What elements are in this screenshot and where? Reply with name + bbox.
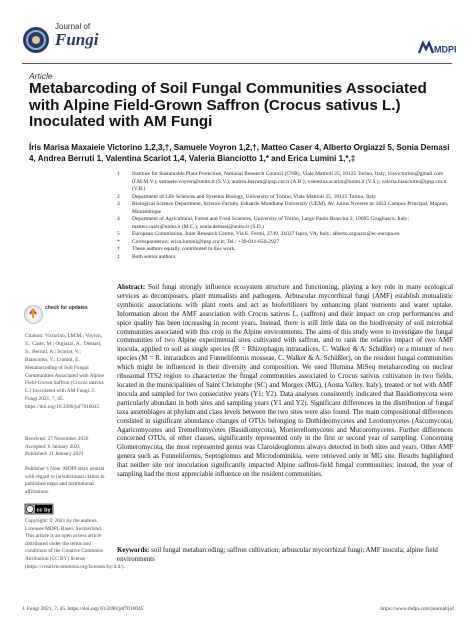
affiliation-item — [117, 231, 455, 239]
affiliation-item — [117, 216, 455, 231]
dates-block — [25, 436, 110, 459]
cc-badge-text: cc by — [36, 507, 51, 514]
affiliation-item — [117, 171, 455, 194]
footer-citation[interactable]: J. Fungi 2021, 7, 45. https://doi.org/10.3390/jof7010045 — [22, 606, 144, 612]
affiliation-item — [117, 239, 455, 247]
publisher-note: Publisher’s Note: MDPI stays neutral with regard to jurisdictional claims in published maps and institutional affiliations. — [25, 466, 105, 495]
affiliation-item — [117, 254, 455, 262]
abstract-label: Abstract: — [117, 283, 146, 291]
journal-name: Fungi — [55, 30, 99, 49]
citation-block: Citation: Victorino, Í.M.M.; Voyron, S.; Caser, M.; Orgiazzi, A.; Demasi, S.; Berruti, A.; Scariot, V.; Bianciotto, V.; Lumini, E. Metabarcoding of Soil Fungal Communities Associated with Alpine Field-Grown Saffron (Crocus sativus L.) Inoculated with AM Fungi. J. Fungi 2021, 7, 45. https://doi.org/10.3390/jof7010045 — [25, 333, 105, 411]
affiliation-text: Correspondence: erica.lumini@ipsp.cnr.it; Tel.: +39-011-650-2927 — [132, 238, 280, 245]
journal-of-label: Journal of — [55, 22, 91, 31]
page-footer — [22, 606, 454, 612]
abstract-text: Soil fungi strongly influence ecosystem structure and functioning, playing a key role in many ecological services as decomposers, plant mutualists and pathogens. Arbuscular mycorrhizal fungi (AMF) establish mutualistic symbiotic associations with plant roots and act as biofertilizers by enhancing plant nutrients and water uptake. Information about the AMF association with Crocus sativus L. (saffron) and their impact on crop performances and spice quality has been increasing in recent years. Instead, there is still little data on the biodiversity of soil microbial communities associated with this crop in the Alpine environments. The aims of this study were to investigate the fungal communities of two Alpine experimental sites cultivated with saffron, and to rank the relative impact of two AMF inocula, applied to soil as single species (R = Rhizophagus intraradices, C. Walker & A. Schüßler) or a mixture of two species (M = R. intraradices and Funneliformis mosseae, C. Walker & A. Schüßler), on the resident fungal communities which might be influenced in their diversity and composition. We used Illumina MiSeq metabarcoding on nuclear ribosomal ITS2 region to characterize the fungal communities associated to Crocus sativus cultivation in two fields, located in the municipalities of Saint Christophe (SC) and Morgex (MG), (Aosta Valley, Italy), treated or not with AMF inocula and sampled for two consecutive years (Y1; Y2). Data analyses consistently indicated that Basidiomycota were particularly abundant in both sites and sampling years (Y1 and Y2). Significant differences in the distribution of fungal taxa assemblages at phylum and class levels between the two sites were also found. The main compositional differences consisted in significant abundance changes of OTUs belonging to Dothideomycetes and Leotiomycetes (Ascomycota), Agaricomycetes and Tremellomycetes (Basidiomycota), Mortierellomycetes and Mucoromycetes. Further differences concerned OTUs, of other classes, significantly represented only in the first or second year of sampling. Concerning Glomeromycota, the most represented genus was Claroideoglomus always detected in both sites and years. Other AMF genera such as Funneliformis, Septoglomus and Microdominikia, were retrieved only in MG site. Results highlighted that neither site nor inoculation significantly impacted Alpine saffron-field fungal communities; instead, the year of sampling had the most appreciable influence on the resident communities. — [117, 283, 453, 479]
accepted-date: Accepted: 6 January 2021 — [25, 443, 81, 450]
article-title: Metabarcoding of Soil Fungal Communities Associated with Alpine Field-Grown Saffron (Crocus sativus L.) Inoculated with AM Fungi — [29, 80, 427, 130]
affiliation-text: Biological Science Department, Science Faculty, Eduardo Mondlane University (UEM), Av. Julius Nyerere nr 3453 Campus Principal, Maputo, Mozambique — [132, 201, 449, 215]
affiliation-item — [117, 246, 455, 254]
article-type: Article — [29, 71, 53, 81]
received-date: Received: 27 November 2020 — [25, 436, 89, 442]
check-for-updates-label[interactable]: check for updates — [45, 305, 88, 311]
affiliation-number: ‡ — [117, 254, 120, 261]
copyright-block: Copyright: © 2021 by the authors. Licensee MDPI, Basel, Switzerland. This article is an open access article distributed under the terms and conditions of the Creative Commons Attribution (CC BY) license (https://creativecommons.org/licenses/by/4.0/). — [25, 518, 125, 570]
affiliation-number: 3 — [117, 201, 120, 208]
published-date: Published: 11 January 2021 — [25, 451, 84, 457]
mdpi-logo-text: MDPI — [434, 44, 457, 55]
mdpi-logo[interactable] — [417, 40, 457, 56]
check-for-updates-icon[interactable] — [24, 305, 43, 324]
affiliation-text: Institute for Sustainable Plant Protection, National Research Council (CNR), Viale Mattioli 25, 10125 Torino, Italy; irisvictorino@gmail.com (Í.M.M.V.); samuele.voyron@unito.it (S.V.); andrea.berruti@ipsp.cnr.it (A.B.); valentina.scariot@unito.it (V.S.); valeria.bianciotto@ipsp.cnr.it (V.B.) — [132, 171, 447, 193]
affiliation-text: European Commission, Joint Research Centre, Via E. Fermi, 2749, 21027 Ispra, VA, Italy; alberto.orgiazzi@ec.europa.eu — [132, 231, 400, 238]
header-divider — [22, 63, 452, 64]
affiliation-text: Both senior authors. — [132, 254, 177, 261]
affiliations — [117, 171, 455, 262]
affiliation-number: 2 — [117, 193, 120, 200]
keywords-text: soil fungal metabarcoding; saffron cultivation; arbuscular mycorrhizal fungi; AMF inocula; alpine field environments — [117, 546, 438, 563]
affiliation-number: 1 — [117, 171, 120, 177]
affiliation-item — [117, 201, 455, 216]
affiliation-number: 4 — [117, 216, 120, 223]
affiliation-text: Department of Life Sciences and Systems Biology, University of Torino, Viale Mattioli 25, 10125 Torino, Italy — [132, 193, 377, 200]
journal-logo-icon — [22, 26, 50, 54]
affiliation-number: 5 — [117, 231, 120, 238]
footer-journal-url[interactable]: https://www.mdpi.com/journal/jof — [380, 606, 454, 612]
keywords-label: Keywords: — [117, 546, 150, 554]
cc-by-license-icon[interactable] — [25, 504, 53, 514]
affiliation-text: Department of Agricultural, Forest and Food Sciences, University of Torino, Largo Paolo Braccini 2, 10095 Grugliasco, Italy; matteo.caser@unito.it (M.C.); sonia.demasi@unito.it (S.D.) — [132, 216, 409, 230]
author-list: Íris Marisa Maxaieie Victorino 1,2,3,†, Samuele Voyron 1,2,†, Matteo Caser 4, Alberto Orgiazzi 5, Sonia Demasi 4, Andrea Berruti 1, Valentina Scariot 1,4, Valeria Bianciotto 1,* and Erica Lumini 1,*,‡ — [29, 143, 450, 163]
affiliation-number: * — [117, 238, 120, 245]
abstract — [117, 283, 453, 479]
keywords — [117, 546, 453, 564]
affiliation-text: These authors equally contributed to this work. — [132, 246, 236, 253]
affiliation-number: † — [117, 246, 120, 253]
